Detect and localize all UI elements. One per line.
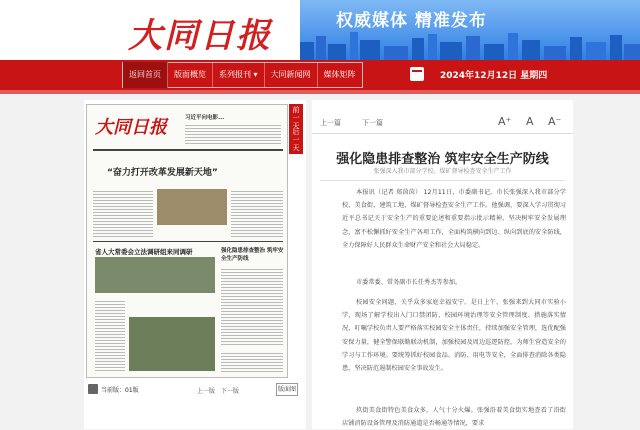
newspaper-masthead: 大同日报 [95,117,167,138]
newspaper-text-block [185,123,281,145]
newspaper-top-headline[interactable]: 习近平向电影... [185,115,225,121]
newspaper-text-block [221,267,283,347]
site-logo[interactable]: 大同日报 [128,16,272,56]
article-title: 强化隐患排查整治 筑牢安全生产防线 [336,152,549,167]
newspaper-photo [95,257,215,293]
nav-series-papers-dropdown[interactable]: 系列报刊 ▾ [213,62,265,88]
newspaper-text-block [95,299,125,373]
next-page-link[interactable]: 下一版 [220,388,239,395]
newspaper-rule [93,149,283,151]
calendar-icon[interactable] [410,67,424,81]
day-switch-tabs [289,104,303,154]
slogan-banner [300,0,640,60]
article-toolbar [312,116,573,134]
tab-previous-day[interactable]: 前 一 天 [292,106,300,130]
newspaper-photo [129,317,215,371]
edition-label: 当前版：01版 [101,386,139,394]
nav-divider-strip [0,90,640,94]
city-skyline-graphic [300,30,640,60]
newspaper-photo [157,189,227,225]
nav-datong-news[interactable]: 大同新闻网 [265,62,318,88]
main-nav [122,62,363,88]
current-date: 2024年12月12日 星期四 [440,71,548,81]
article-paragraph: 本报讯（记者 郑茵茵） 12月11日，市委副书记、市长张强深入我市部分学校、美食街、建筑工地、煤矿督导检查安全生产工作。他强调，要深入学习贯彻习近平总书记关于安全生产的重要论述和重要指示批示精神，坚决树牢安全发展理念，富不松懈抓好安全生产各项工作，全面构筑横向到边、纵向到底的安全防线，全力保障好人民群众生命财产安全和社会大局稳定。 [342,189,566,249]
newspaper-page-image[interactable] [86,104,288,378]
newspaper-headline-safety[interactable]: 强化隐患排查整治 筑牢安全生产防线 [221,248,284,262]
newspaper-text-block [93,189,153,237]
prev-article-link[interactable]: 上一篇 [320,119,341,127]
article-divider [320,180,565,181]
newspaper-text-block [221,351,283,373]
font-normal-button[interactable]: A [526,115,534,128]
nav-media-matrix[interactable]: 媒体矩阵 [323,70,356,79]
article-paragraph: 校园安全问题，关乎众多家庭幸福安宁。是日上午，张强来到大同市实验小学，现场了解学校出入门口禁闭防、校园环境治理等安全管理制度、措施落实情况，叮嘱学校负责人要严格落实校园安全主体责任，持续加强安全管理，选优配强安保力量，健全警保联勤联动机制，加强校园及周边巡逻防控，为师生营造安全的学习与工作环境。要统筹抓好校园食品、消防、用电等安全，全面排查消除各类隐患，坚决防范遏制校园安全事故发生。 [342,299,566,373]
article-subtitle: 张强深入我市部分学校、煤矿督导检查安全生产工作 [373,168,512,175]
next-article-link[interactable]: 下一篇 [362,119,383,127]
article-paragraph: 市委常委、常务副市长任秀杰等参加。 [356,279,462,286]
page-navigation [197,386,243,395]
font-increase-button[interactable]: A⁺ [498,115,512,128]
newspaper-headline-npc[interactable]: 省人大常委会立法调研组来同调研 [95,248,193,256]
article-panel [312,100,573,429]
newspaper-rule [93,241,283,242]
nav-home[interactable]: 返回首页 [123,62,168,88]
newspaper-text-block [231,189,283,237]
edition-icon [88,384,98,394]
article-paragraph: 玖街美食街特色美食众多，人气十分火爆。张强沿着美食街实地查看了沿街店铺消防设备管理及消防通道是否畅通等情况，要求 [342,407,566,428]
newspaper-main-headline[interactable]: “奋力打开改革发展新天地” [107,168,218,178]
newspaper-panel [84,100,306,429]
tab-next-day[interactable]: 后 一 天 [292,128,300,152]
current-edition [88,384,139,394]
slogan-text: 权威媒体 精准发布 [336,11,487,31]
font-decrease-button[interactable]: A⁻ [548,115,562,128]
top-banner [0,0,640,60]
nav-layout-overview[interactable]: 版面概览 [168,62,213,88]
prev-page-link[interactable]: 上一版 [197,388,216,395]
page-layout-button[interactable]: 版面图 [276,383,298,396]
